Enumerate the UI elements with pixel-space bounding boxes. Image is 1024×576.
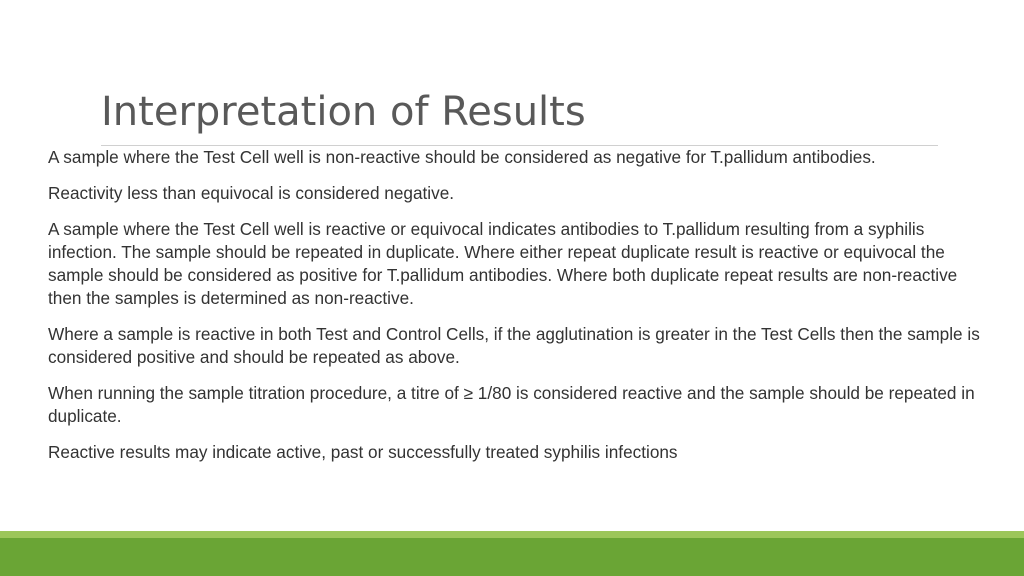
paragraph-test-and-control: Where a sample is reactive in both Test and Control Cells, if the agglutination is greater in the Test Cells then the sample is considered positive and should be repeated as above. [48, 324, 980, 367]
paragraph-reactive-results: Reactive results may indicate active, past or successfully treated syphilis infections [48, 442, 678, 462]
paragraph-titration: When running the sample titration procedure, a titre of ≥ 1/80 is considered reactive and the sample should be repeated in duplicate. [48, 383, 975, 426]
paragraph-less-than-equivocal: Reactivity less than equivocal is considered negative. [48, 183, 455, 203]
slide-body [48, 146, 988, 477]
slide-title: Interpretation of Results [101, 89, 586, 135]
paragraph-negative: A sample where the Test Cell well is non-reactive should be considered as negative for T.pallidum antibodies. [48, 147, 876, 167]
footer-band-light [0, 531, 1024, 538]
paragraph-reactive-or-equivocal: A sample where the Test Cell well is reactive or equivocal indicates antibodies to T.pallidum resulting from a syphilis infection. The sample should be repeated in duplicate. Where either repeat duplicate result is reactive or equivocal the sample should be considered as positive for T.pallidum antibodies. Where both duplicate repeat results are non-reactive then the samples is determined as non-reactive. [48, 219, 958, 308]
footer-band-dark [0, 538, 1024, 576]
